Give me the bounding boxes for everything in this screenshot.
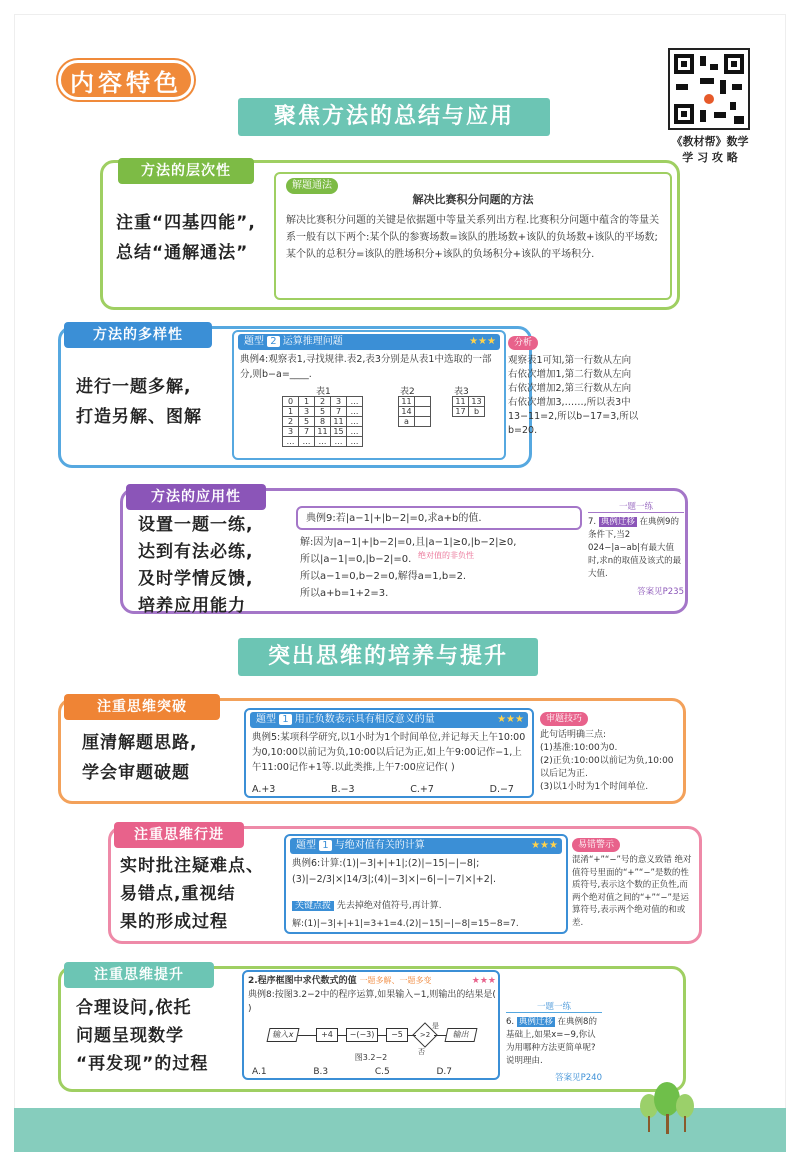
example6-header xyxy=(290,838,562,854)
practice-6-number: 6. xyxy=(506,1017,515,1027)
table-cell: 3 xyxy=(299,407,315,417)
flow-arrow xyxy=(434,1035,446,1036)
practice-7-text: 在典例9的条件下,当2 024−|a−ab|有最大值时,求n的取值及该式的最大值. xyxy=(588,517,682,579)
diversity-text xyxy=(76,372,226,432)
flow-arrow xyxy=(378,1035,386,1036)
table-cell: 17 xyxy=(453,407,469,417)
table3-caption: 表3 xyxy=(454,387,469,397)
question-type-label: 题型 xyxy=(244,336,264,347)
table3 xyxy=(452,396,485,417)
table-cell: 11 xyxy=(399,397,415,407)
application-line-3: 及时学情反馈, xyxy=(138,569,254,589)
tip-line: (1)基准:10:00为0. xyxy=(540,743,618,753)
table-cell: 11 xyxy=(315,427,331,437)
option-c: C.5 xyxy=(374,1067,390,1077)
table-cell: a xyxy=(399,417,415,427)
option-c: C.+7 xyxy=(410,784,434,795)
example9-box: 典例9:若|a−1|+|b−2|=0,求a+b的值. xyxy=(296,506,582,530)
example6-solution: 解:(1)|−3|+|+1|=3+1=4.(2)|−15|−|−8|=15−8=7. xyxy=(292,919,519,929)
section-title-1: 聚焦方法的总结与应用 xyxy=(238,98,550,136)
table-cell xyxy=(415,397,431,407)
table-cell: b xyxy=(469,407,485,417)
method-card xyxy=(274,172,672,300)
table-cell: … xyxy=(347,407,363,417)
application-line-1: 设置一题一练, xyxy=(138,515,254,535)
hierarchy-line-2: 总结“通解通法” xyxy=(116,243,249,263)
difficulty-stars: ★★★ xyxy=(469,336,496,347)
table-cell: 1 xyxy=(283,407,299,417)
example8-text: 典例8:按图3.2−2中的程序运算,如果输入−1,则输出的结果是( ) xyxy=(248,990,496,1014)
qr-caption-line-2: 学 习 攻 略 xyxy=(682,151,738,164)
table-cell: 3 xyxy=(283,427,299,437)
option-a: A.+3 xyxy=(252,784,276,795)
table-cell: 3 xyxy=(331,397,347,407)
table-cell xyxy=(415,407,431,417)
section-title-2: 突出思维的培养与提升 xyxy=(238,638,538,676)
table-cell: … xyxy=(347,397,363,407)
practice-6-tag: 典例迁移 xyxy=(518,1017,553,1027)
practice-6-text: 在典例8的基础上,如果x=−9,你认为用哪种方法更简单呢?说明理由. xyxy=(506,1017,597,1066)
option-a: A.1 xyxy=(252,1067,267,1077)
table-cell: 2 xyxy=(283,417,299,427)
flow-yes: 是 xyxy=(432,1022,439,1030)
flow-arrow xyxy=(408,1035,416,1036)
table-cell xyxy=(415,417,431,427)
practice-7-tag: 典例迁移 xyxy=(600,517,635,527)
tip-line: 此句话明确三点: xyxy=(540,730,607,740)
diversity-line-1: 进行一题多解, xyxy=(76,377,192,397)
error-warning-text: 混淆“+”“−”号的意义致错 绝对值符号里面的“+”“−”是数的性质符号,表示这个数的正负性,而两个绝对值之间的“+”“−”是运算符号,表示两个绝对值的和或差. xyxy=(572,855,692,928)
flow-step-add: +4 xyxy=(316,1028,338,1042)
flowchart xyxy=(268,1022,488,1056)
table2 xyxy=(398,396,431,427)
error-warning-label: 易错警示 xyxy=(572,838,620,852)
figure-caption: 图3.2−2 xyxy=(354,1053,388,1062)
breakthrough-text xyxy=(82,728,232,788)
practice-6-label: 一题一练 xyxy=(506,1000,602,1013)
reading-tips xyxy=(540,706,680,800)
example5-header xyxy=(250,712,528,728)
question-type-number: 1 xyxy=(279,714,291,725)
example6-card xyxy=(284,834,568,934)
elevation-line-2: 问题呈现数学 xyxy=(76,1026,184,1046)
table-cell: 15 xyxy=(331,427,347,437)
difficulty-stars: ★★★ xyxy=(497,714,524,725)
table-cell: 14 xyxy=(399,407,415,417)
diversity-line-2: 打造另解、图解 xyxy=(76,407,202,427)
tip-line: (3)以1小时为1个时间单位. xyxy=(540,782,649,792)
example8-options xyxy=(252,1064,492,1080)
example6-line-2: (3)|−2/3|×|14/3|;(4)|−3|×|−6|−|−7|×|+2|. xyxy=(292,874,496,885)
example8-section-title: 2.程序框图中求代数式的值 xyxy=(248,976,357,986)
tag-breakthrough: 注重思维突破 xyxy=(64,694,220,720)
flow-step-sub: −(−3) xyxy=(346,1028,378,1042)
application-line-4: 培养应用能力 xyxy=(138,596,246,616)
option-b: B.3 xyxy=(313,1067,329,1077)
table-cell: 7 xyxy=(331,407,347,417)
table-cell: 7 xyxy=(299,427,315,437)
solution-line-4: 所以a+b=1+2=3. xyxy=(300,588,389,599)
example5-card xyxy=(244,708,534,798)
question-type-number: 2 xyxy=(267,336,279,347)
progression-text xyxy=(120,852,280,936)
table-cell: 8 xyxy=(315,417,331,427)
table-cell: … xyxy=(283,437,299,447)
tag-elevation: 注重思维提升 xyxy=(64,962,214,988)
analysis-label: 分析 xyxy=(508,336,538,350)
example6-line-1: 典例6:计算:(1)|−3|+|+1|;(2)|−15|−|−8|; xyxy=(292,858,480,869)
flow-input: 输入x xyxy=(267,1028,300,1042)
practice-6 xyxy=(506,1000,602,1084)
method-card-label: 解题通法 xyxy=(286,178,338,194)
hierarchy-line-1: 注重“四基四能”, xyxy=(116,213,256,233)
table-cell: 0 xyxy=(283,397,299,407)
difficulty-stars: ★★★ xyxy=(531,840,558,851)
example8-card xyxy=(242,970,500,1080)
example5-text: 典例5:某项科学研究,以1小时为1个时间单位,并记每天上午10:00为0,10:00以前记为负,10:00以后记为正,如上午9:00记作−1,上午11:00记作+1等.以此类推,上午7:00应记作( ) xyxy=(252,732,526,773)
reading-tips-label: 审题技巧 xyxy=(540,712,588,726)
answer-link-p235[interactable]: 答案见P235 xyxy=(637,587,684,597)
example4-header xyxy=(238,334,500,350)
option-d: D.7 xyxy=(436,1067,452,1077)
tip-line: (2)正负:10:00以前记为负,10:00以后记为正. xyxy=(540,756,674,779)
practice-7-label: 一题一练 xyxy=(588,500,684,513)
table-cell: … xyxy=(331,437,347,447)
table1-caption: 表1 xyxy=(316,387,331,397)
elevation-text xyxy=(76,994,236,1078)
flow-output: 输出 xyxy=(445,1028,478,1042)
flow-step-minus: −5 xyxy=(386,1028,408,1042)
solution-line-2: 所以|a−1|=0,|b−2|=0. xyxy=(300,554,412,565)
handwritten-annotation: 绝对值的非负性 xyxy=(418,551,474,560)
analysis-text: 观察表1可知,第一行数从左向右依次增加1,第二行数从左向右依次增加2,第三行数从左向右依次增加3,……,所以表3中13−11=2,所以b−17=3,所以b=20. xyxy=(508,355,639,436)
table-cell: … xyxy=(347,417,363,427)
flow-decision: >2 xyxy=(419,1031,431,1039)
tag-application: 方法的应用性 xyxy=(126,484,266,510)
elevation-line-1: 合理设问,依托 xyxy=(76,998,192,1018)
table-cell: 11 xyxy=(453,397,469,407)
option-d: D.−7 xyxy=(489,784,514,795)
table-cell: 11 xyxy=(331,417,347,427)
qr-caption-line-1: 《教材帮》数学 xyxy=(671,135,749,148)
table-cell: 2 xyxy=(315,397,331,407)
table-cell: 5 xyxy=(299,417,315,427)
application-line-2: 达到有法必练, xyxy=(138,542,254,562)
table-cell: 5 xyxy=(315,407,331,417)
question-type-title: 运算推理问题 xyxy=(282,336,343,347)
qr-code-icon[interactable] xyxy=(668,48,750,130)
answer-link-p240[interactable]: 答案见P240 xyxy=(555,1073,602,1083)
elevation-line-3: “再发现”的过程 xyxy=(76,1054,209,1074)
flow-arrow xyxy=(338,1035,346,1036)
solution-line-3: 所以a−1=0,b−2=0,解得a=1,b=2. xyxy=(300,571,467,582)
flow-no: 否 xyxy=(418,1048,425,1056)
progression-line-1: 实时批注疑难点、 xyxy=(120,856,264,876)
table2-caption: 表2 xyxy=(400,387,415,397)
example4-text: 典例4:观察表1,寻找规律.表2,表3分别是从表1中选取的一部分,则b−a=____. xyxy=(240,354,492,380)
example6-text xyxy=(292,856,564,888)
option-b: B.−3 xyxy=(331,784,355,795)
example9-solution xyxy=(300,534,590,602)
key-hint xyxy=(292,898,564,914)
practice-7-number: 7. xyxy=(588,517,597,527)
question-type-title: 用正负数表示具有相反意义的量 xyxy=(294,714,435,725)
table-cell: … xyxy=(347,437,363,447)
table1 xyxy=(282,396,363,447)
breakthrough-line-1: 厘清解题思路, xyxy=(82,733,198,753)
key-hint-text: 先去掉绝对值符号,再计算. xyxy=(336,901,442,911)
analysis-note xyxy=(508,330,640,460)
method-card-title: 解决比赛积分问题的方法 xyxy=(412,193,534,206)
example8-subtitle: 一题多解、一题多变 xyxy=(359,976,432,985)
flow-arrow xyxy=(298,1035,316,1036)
table-cell: 1 xyxy=(299,397,315,407)
example4-card xyxy=(232,330,506,460)
question-type-title: 与绝对值有关的计算 xyxy=(334,840,425,851)
example8-header xyxy=(248,974,496,988)
difficulty-stars: ★★★ xyxy=(471,976,496,986)
table-cell: … xyxy=(315,437,331,447)
table-cell: … xyxy=(299,437,315,447)
features-badge: 内容特色 xyxy=(58,60,194,100)
solution-line-1: 解:因为|a−1|+|b−2|=0,且|a−1|≥0,|b−2|≥0, xyxy=(300,537,517,548)
key-hint-label: 关键点拨 xyxy=(292,901,334,911)
tag-hierarchy: 方法的层次性 xyxy=(118,158,254,184)
example5-options xyxy=(252,782,530,798)
tag-diversity: 方法的多样性 xyxy=(64,322,212,348)
application-text xyxy=(138,512,288,620)
table-cell: … xyxy=(347,427,363,437)
question-type-number: 1 xyxy=(319,840,331,851)
question-type-label: 题型 xyxy=(296,840,316,851)
tag-progression: 注重思维行进 xyxy=(114,822,244,848)
breakthrough-line-2: 学会审题破题 xyxy=(82,763,190,783)
hierarchy-text xyxy=(116,208,276,268)
practice-7 xyxy=(588,500,684,610)
qr-caption xyxy=(660,134,760,166)
progression-line-3: 果的形成过程 xyxy=(120,912,228,932)
question-type-label: 题型 xyxy=(256,714,276,725)
table-cell: 13 xyxy=(469,397,485,407)
method-card-body: 解决比赛积分问题的关键是依据题中等量关系列出方程.比赛积分问题中蕴含的等量关系一般有以下两个:某个队的参赛场数=该队的胜场数+该队的负场数+该队的平场数;某个队的总积分=该队的胜场积分+该队的负场积分+该队的平场积分. xyxy=(286,215,660,260)
progression-line-2: 易错点,重视结 xyxy=(120,884,236,904)
error-warning xyxy=(572,832,696,938)
tree-icon xyxy=(640,1080,700,1140)
